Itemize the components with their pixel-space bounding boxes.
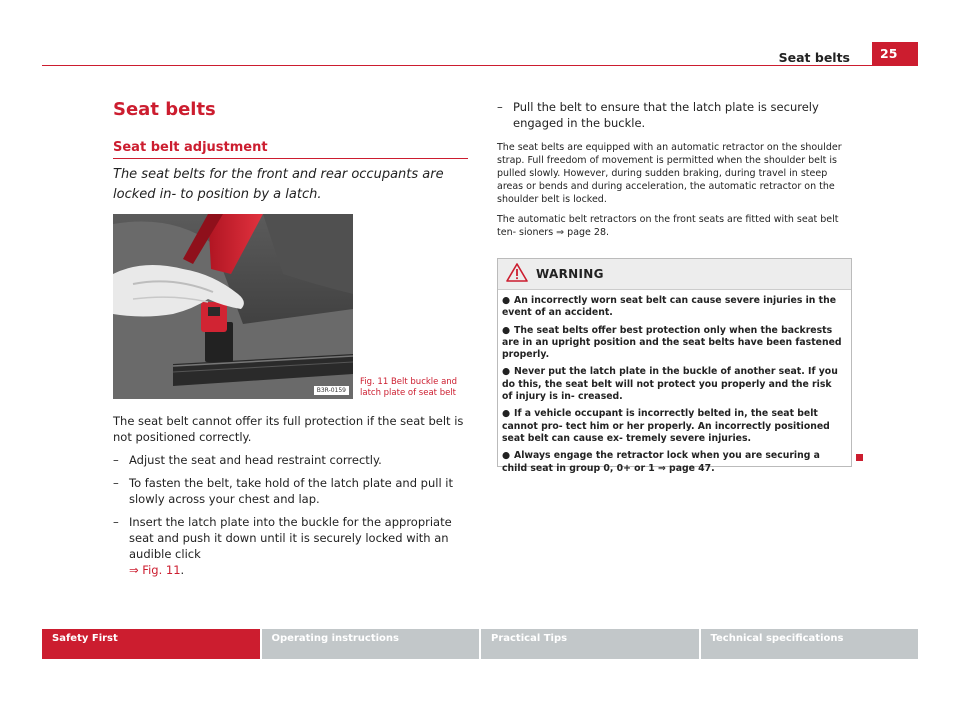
section-end-marker <box>856 454 863 461</box>
page-number: 25 <box>872 42 918 66</box>
figure-code: B3R-0159 <box>314 386 349 395</box>
warning-text: An incorrectly worn seat belt can cause severe injuries in the event of an accident. <box>502 295 837 319</box>
warning-item <box>502 295 845 320</box>
tab-operating-instructions[interactable]: Operating instructions <box>262 629 480 659</box>
step-dash: – <box>113 453 119 467</box>
step-item <box>113 475 468 507</box>
warning-text: Always engage the retractor lock when you are securing a child seat in group 0, 0+ or 1 ⇒ page 47. <box>502 450 820 474</box>
left-body-text <box>113 413 468 585</box>
figure-caption: Fig. 11 Belt buckle and latch plate of seat belt <box>360 377 458 398</box>
running-header-title: Seat belts <box>778 50 850 65</box>
step-text: Pull the belt to ensure that the latch plate is securely engaged in the buckle. <box>513 100 819 130</box>
step-text: Adjust the seat and head restraint correctly. <box>129 453 382 467</box>
step-dash: – <box>497 100 503 114</box>
step-item <box>497 99 852 131</box>
bullet: ● <box>502 408 511 420</box>
seat-belt-illustration <box>113 214 353 399</box>
warning-item <box>502 325 845 362</box>
tab-technical-specifications[interactable]: Technical specifications <box>701 629 919 659</box>
intro-paragraph: The seat belt cannot offer its full protection if the seat belt is not positioned correctly. <box>113 414 464 444</box>
step-text-with-xref <box>129 514 468 578</box>
warning-box <box>497 258 852 474</box>
step-dash: – <box>113 476 119 490</box>
warning-triangle-icon <box>506 263 528 286</box>
tab-safety-first[interactable]: Safety First <box>42 629 260 659</box>
step-item <box>113 514 468 578</box>
intro-text: The seat belts for the front and rear occupants are locked in- to position by a latch. <box>113 167 444 202</box>
section-subtitle: Seat belt adjustment <box>113 140 268 155</box>
warning-text: Never put the latch plate in the buckle of another seat. If you do this, the seat belt will not protect you properly and the risk of injury is in- creased. <box>502 366 838 403</box>
bullet: ● <box>502 450 511 462</box>
subtitle-rule <box>113 158 468 159</box>
warning-item <box>502 366 845 403</box>
warning-text: If a vehicle occupant is incorrectly belted in, the seat belt cannot pro- tect him or her properly. An incorrectly positioned seat belt can cause ex- tremely severe injuries. <box>502 408 830 444</box>
warning-item <box>502 408 845 445</box>
step-end: . <box>180 563 185 577</box>
step-text: To fasten the belt, take hold of the latch plate and pull it slowly across your chest and lap. <box>129 476 454 506</box>
step-item <box>113 452 468 468</box>
tensioner-paragraph: The automatic belt retractors on the front seats are fitted with seat belt ten- sioners ⇒ page 28. <box>497 214 839 238</box>
page-title: Seat belts <box>113 99 216 120</box>
step-dash: – <box>113 515 119 529</box>
warning-text: The seat belts offer best protection only when the backrests are in an upright position and the seat belts have been fastened properly. <box>502 324 842 361</box>
bullet: ● <box>502 324 511 336</box>
tab-practical-tips[interactable]: Practical Tips <box>481 629 699 659</box>
step-text: Insert the latch plate into the buckle for the appropriate seat and push it down until it is securely locked with an audible click <box>129 515 452 561</box>
warning-label: WARNING <box>536 267 604 281</box>
figure-xref-link[interactable]: ⇒ Fig. 11 <box>129 563 181 577</box>
seat-belt-figure <box>113 214 353 399</box>
warning-header <box>498 259 851 290</box>
footer-nav <box>42 629 918 659</box>
bullet: ● <box>502 295 511 306</box>
warning-list <box>498 290 851 475</box>
header-rule <box>42 65 918 66</box>
retractor-paragraph: The seat belts are equipped with an automatic retractor on the shoulder strap. Full freedom of movement is permitted when the shoulder belt is pulled slowly. However, during sudden braking, during travel in steep areas or bends and during acceleration, the automatic retractor on the shoulder belt is locked. <box>497 142 842 205</box>
right-body-text <box>497 99 852 246</box>
warning-item <box>502 450 845 475</box>
bullet: ● <box>502 366 511 378</box>
